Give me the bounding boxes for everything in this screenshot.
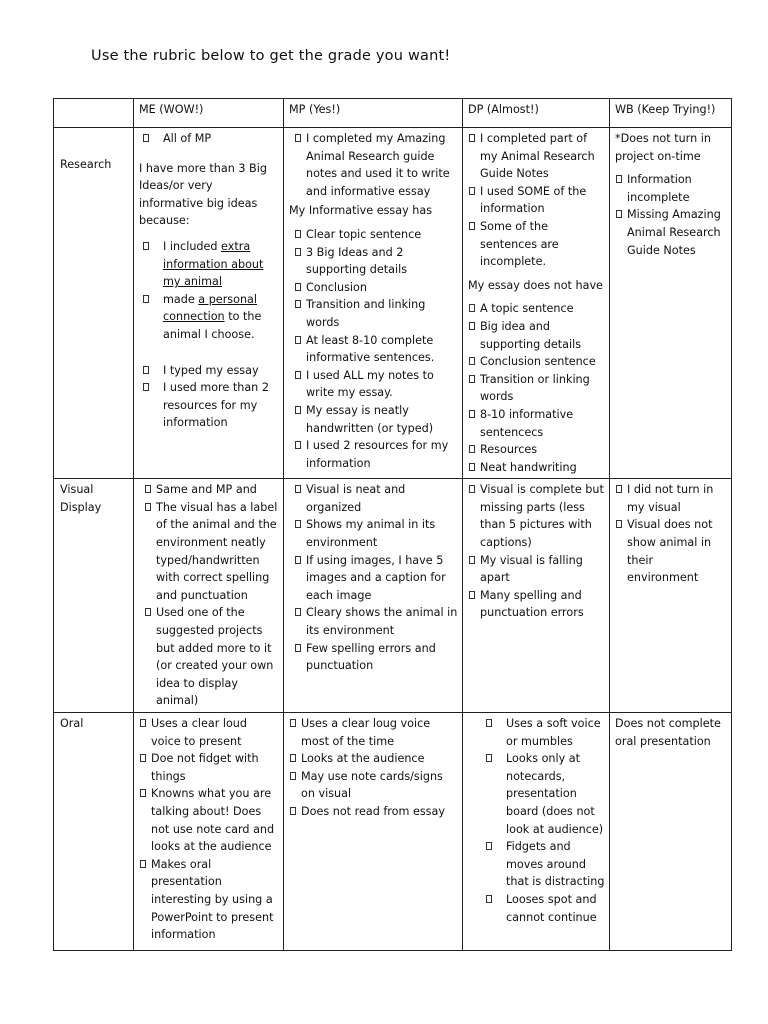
checkbox-icon bbox=[290, 719, 296, 727]
row-label-oral: Oral bbox=[54, 713, 134, 951]
checklist-item: Same and MP and bbox=[144, 481, 279, 499]
header-row bbox=[54, 99, 732, 128]
checkbox-icon bbox=[290, 772, 296, 780]
checklist-item: Looks only at notecards, presentation board (does not look at audience) bbox=[482, 750, 605, 838]
checkbox-icon bbox=[469, 591, 475, 599]
checklist-item: Fidgets and moves around that is distracting bbox=[482, 838, 605, 891]
checklist-item: 8-10 informative sentencecs bbox=[468, 406, 605, 441]
checkbox-icon bbox=[469, 357, 475, 365]
checklist-item: I completed my Amazing Animal Research guide notes and used it to write and informative essay bbox=[294, 130, 458, 200]
oral-me-cell bbox=[134, 713, 284, 951]
checkbox-icon bbox=[295, 371, 301, 379]
checklist-item: I included extra information about my animal bbox=[139, 238, 279, 291]
checklist-item: Transition or linking words bbox=[468, 371, 605, 406]
checklist-item: Uses a soft voice or mumbles bbox=[482, 715, 605, 750]
checkbox-icon bbox=[140, 860, 146, 868]
checkbox-icon bbox=[616, 520, 622, 528]
checkbox-icon bbox=[295, 230, 301, 238]
checkbox-icon bbox=[469, 375, 475, 383]
checklist-item: Conclusion bbox=[294, 279, 458, 297]
research-wb-cell bbox=[610, 128, 732, 479]
research-mp-cell bbox=[284, 128, 463, 479]
checkbox-icon bbox=[295, 520, 301, 528]
checklist-item: Uses a clear loug voice most of the time bbox=[289, 715, 458, 750]
checkbox-icon bbox=[295, 441, 301, 449]
header-mp: MP (Yes!) bbox=[284, 99, 463, 128]
header-dp: DP (Almost!) bbox=[463, 99, 610, 128]
checkbox-icon bbox=[295, 644, 301, 652]
research-wb-note: *Does not turn in project on-time bbox=[615, 132, 711, 163]
checkbox-icon bbox=[295, 406, 301, 414]
checkbox-icon bbox=[469, 463, 475, 471]
checklist-item: I used SOME of the information bbox=[468, 183, 605, 218]
oral-wb-cell: Does not complete oral presentation bbox=[610, 713, 732, 951]
header-blank bbox=[54, 99, 134, 128]
oral-dp-cell bbox=[463, 713, 610, 951]
checklist-item: I did not turn in my visual bbox=[615, 481, 727, 516]
checklist-item: Visual does not show animal in their environment bbox=[615, 516, 727, 586]
checkbox-icon bbox=[616, 175, 622, 183]
checklist-item: Used one of the suggested projects but added more to it (or created your own idea to display animal) bbox=[144, 604, 279, 710]
checklist-item: My essay is neatly handwritten (or typed) bbox=[294, 402, 458, 437]
checkbox-icon bbox=[469, 222, 475, 230]
visual-me-cell bbox=[134, 479, 284, 713]
checklist-item: Looses spot and cannot continue bbox=[482, 891, 605, 926]
visual-row bbox=[54, 479, 732, 713]
checklist-item: Cleary shows the animal in its environment bbox=[294, 604, 458, 639]
checklist-item: I used more than 2 resources for my information bbox=[139, 379, 279, 432]
checkbox-icon bbox=[295, 134, 301, 142]
checkbox-icon bbox=[145, 485, 151, 493]
oral-mp-cell bbox=[284, 713, 463, 951]
checklist-item: Many spelling and punctuation errors bbox=[468, 587, 605, 622]
checkbox-icon bbox=[486, 719, 492, 727]
checklist-item: I completed part of my Animal Research Guide Notes bbox=[468, 130, 605, 183]
checklist-item: Conclusion sentence bbox=[468, 353, 605, 371]
visual-mp-cell bbox=[284, 479, 463, 713]
research-dp-cell bbox=[463, 128, 610, 479]
header-wb: WB (Keep Trying!) bbox=[610, 99, 732, 128]
header-me: ME (WOW!) bbox=[134, 99, 284, 128]
checkbox-icon bbox=[143, 134, 149, 142]
checklist-item: Big idea and supporting details bbox=[468, 318, 605, 353]
checklist-item: 3 Big Ideas and 2 supporting details bbox=[294, 244, 458, 279]
checkbox-icon bbox=[486, 895, 492, 903]
checklist-item: If using images, I have 5 images and a caption for each image bbox=[294, 552, 458, 605]
checklist-item: Shows my animal in its environment bbox=[294, 516, 458, 551]
checklist-item: Neat handwriting bbox=[468, 459, 605, 477]
checkbox-icon bbox=[295, 248, 301, 256]
checklist-item: Few spelling errors and punctuation bbox=[294, 640, 458, 675]
row-label-research: Research bbox=[54, 128, 134, 479]
checklist-item: Knowns what you are talking about! Does not use note card and looks at the audience bbox=[139, 785, 279, 855]
checkbox-icon bbox=[486, 842, 492, 850]
checkbox-icon bbox=[143, 242, 149, 250]
checklist-item: Some of the sentences are incomplete. bbox=[468, 218, 605, 271]
checkbox-icon bbox=[143, 295, 149, 303]
checkbox-icon bbox=[469, 304, 475, 312]
checkbox-icon bbox=[295, 556, 301, 564]
checkbox-icon bbox=[469, 556, 475, 564]
checkbox-icon bbox=[140, 754, 146, 762]
checklist-item: Does not read from essay bbox=[289, 803, 458, 821]
checklist-item: Visual is neat and organized bbox=[294, 481, 458, 516]
checklist-item: Resources bbox=[468, 441, 605, 459]
checklist-item: May use note cards/signs on visual bbox=[289, 768, 458, 803]
research-dp-subhead: My essay does not have bbox=[468, 278, 603, 292]
visual-wb-cell bbox=[610, 479, 732, 713]
research-me-intro: I have more than 3 Big Ideas/or very informative big ideas because: bbox=[139, 161, 267, 228]
checklist-item: Information incomplete bbox=[615, 171, 727, 206]
research-me-cell bbox=[134, 128, 284, 479]
checkbox-icon bbox=[295, 336, 301, 344]
visual-dp-cell bbox=[463, 479, 610, 713]
checkbox-icon bbox=[469, 485, 475, 493]
checkbox-icon bbox=[140, 719, 146, 727]
checklist-item: Doe not fidget with things bbox=[139, 750, 279, 785]
checkbox-icon bbox=[145, 608, 151, 616]
checklist-item: My visual is falling apart bbox=[468, 552, 605, 587]
checklist-item: made a personal connection to the animal I choose. bbox=[139, 291, 279, 344]
checkbox-icon bbox=[469, 445, 475, 453]
checkbox-icon bbox=[469, 187, 475, 195]
checkbox-icon bbox=[469, 410, 475, 418]
checkbox-icon bbox=[295, 485, 301, 493]
checklist-item: The visual has a label of the animal and the environment neatly typed/handwritten with correct spelling and punctuation bbox=[144, 499, 279, 605]
oral-row bbox=[54, 713, 732, 951]
rubric-table bbox=[53, 98, 732, 951]
checklist-item: Makes oral presentation interesting by using a PowerPoint to present information bbox=[139, 856, 279, 944]
checkbox-icon bbox=[140, 789, 146, 797]
checklist-item: I used ALL my notes to write my essay. bbox=[294, 367, 458, 402]
checklist-item: Uses a clear loud voice to present bbox=[139, 715, 279, 750]
research-row bbox=[54, 128, 732, 479]
checklist-item: All of MP bbox=[139, 130, 279, 148]
checkbox-icon bbox=[616, 210, 622, 218]
checklist-item: At least 8-10 complete informative sentences. bbox=[294, 332, 458, 367]
checklist-item: I used 2 resources for my information bbox=[294, 437, 458, 472]
checkbox-icon bbox=[145, 503, 151, 511]
checklist-item: Transition and linking words bbox=[294, 296, 458, 331]
checkbox-icon bbox=[616, 485, 622, 493]
checklist-item: I typed my essay bbox=[139, 362, 279, 380]
checklist-item: A topic sentence bbox=[468, 300, 605, 318]
page-title: Use the rubric below to get the grade you want! bbox=[91, 48, 451, 64]
checkbox-icon bbox=[295, 283, 301, 291]
checkbox-icon bbox=[143, 383, 149, 391]
checklist-item: Visual is complete but missing parts (less than 5 pictures with captions) bbox=[468, 481, 605, 551]
row-label-visual: Visual Display bbox=[54, 479, 134, 713]
checkbox-icon bbox=[486, 754, 492, 762]
checkbox-icon bbox=[290, 807, 296, 815]
checkbox-icon bbox=[469, 134, 475, 142]
checklist-item: Clear topic sentence bbox=[294, 226, 458, 244]
checkbox-icon bbox=[290, 754, 296, 762]
checkbox-icon bbox=[469, 322, 475, 330]
checkbox-icon bbox=[295, 608, 301, 616]
checkbox-icon bbox=[295, 300, 301, 308]
research-mp-subhead: My Informative essay has bbox=[289, 204, 433, 218]
checklist-item: Looks at the audience bbox=[289, 750, 458, 768]
checklist-item: Missing Amazing Animal Research Guide Notes bbox=[615, 206, 727, 259]
checkbox-icon bbox=[143, 366, 149, 374]
